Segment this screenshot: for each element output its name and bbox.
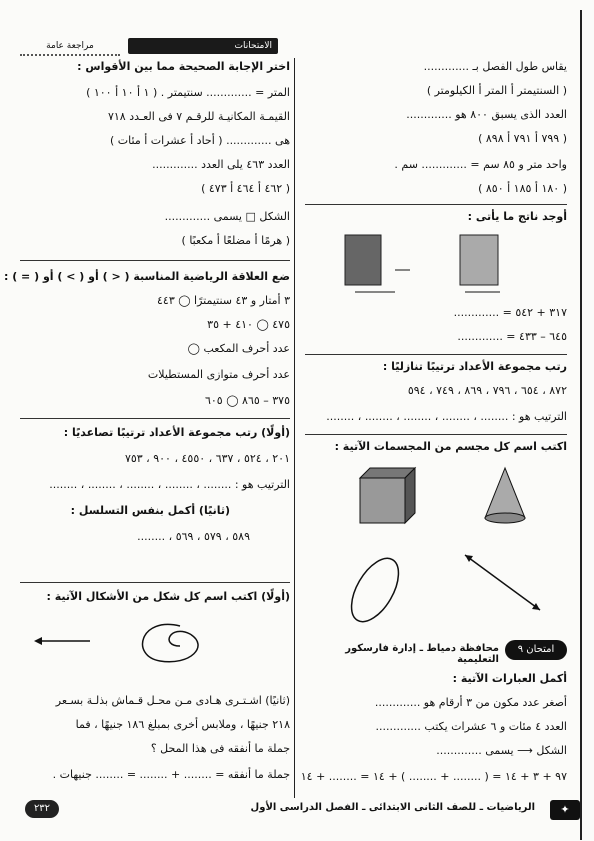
oval-shape <box>342 551 408 630</box>
q1-b1: القيمـة المكانيـة للرقـم ٧ فى العـدد ٧١٨ <box>107 110 290 123</box>
separator <box>20 582 290 583</box>
c-title: رتب مجموعة الأعداد ترتيبًا تنازليًا : <box>382 360 567 373</box>
cone-shape <box>485 468 525 523</box>
q2-a: ٣ أمتار و ٤٣ سنتيمترًا ◯ ٤٤٣ <box>157 294 290 307</box>
q1-b2: هى ............. ( أحاد أ عشرات أ مئات ) <box>110 134 290 147</box>
b-title: أوجد ناتج ما يأتى : <box>467 210 567 223</box>
q4-title: (أولًا) اكتب اسم كل شكل من الأشكال الآتية : <box>46 590 290 603</box>
header <box>20 38 278 54</box>
q3b-title: (ثانيًا) أكمل بنفس التسلسل : <box>70 504 230 517</box>
q2-title: ضع العلاقة الرياضية المناسبة ( < ) أو ( > ) أو ( = ) : <box>3 270 290 283</box>
cube-shape <box>360 468 415 523</box>
exam-number: امتحان ٩ <box>505 640 567 660</box>
footer-text: الرياضيات ـ للصف الثانى الابتدائى ـ الفصل الدراسى الأول <box>250 802 535 813</box>
e-title: أكمل العبارات الآتية : <box>452 672 567 685</box>
shapes-row <box>30 616 280 676</box>
solids-figures <box>315 460 555 630</box>
column-divider <box>294 58 295 798</box>
a6: ( ١٨٠ أ ١٨٥ أ ٨٥٠ ) <box>478 182 567 195</box>
q1-d2: ( هرمًا أ مضلعًا أ مكعبًا ) <box>181 234 290 247</box>
q3-order: الترتيب هو : ........ ، ........ ، ........ ، ........ ، ........ <box>49 478 290 491</box>
a1: يقاس طول الفصل بـ ............. <box>423 60 567 73</box>
q1-a: المتر = ............. سنتيمتر . ( ١ أ ١٠ أ ١٠٠ ) <box>86 86 290 99</box>
page-edge <box>580 10 582 840</box>
q3b-seq: ٥٨٩ ، ٥٧٩ ، ٥٦٩ ، ........ <box>137 530 250 543</box>
a4: ( ٧٩٩ أ ٧٩١ أ ٨٩٨ ) <box>478 132 567 145</box>
separator <box>305 434 567 435</box>
a3: العدد الذى يسبق ٨٠٠ هو ............. <box>406 108 567 121</box>
closed-curve-shape <box>143 624 198 661</box>
arrow-head <box>34 637 42 645</box>
a5: واحد متر و ٨٥ سم = ............. سم . <box>394 158 567 171</box>
base-ten-blocks <box>335 230 535 300</box>
q2-c: عدد أحرف المكعب ◯ <box>187 342 290 355</box>
b-1: ٣١٧ + ٥٤٢ = ............. <box>453 306 567 319</box>
e-3: الشكل ⟶ يسمى ............. <box>436 744 567 757</box>
q2-c2: عدد أحرف متوازى المستطيلات <box>147 368 290 381</box>
q4b-2: ٢١٨ جنيهًا ، وملابس أخرى بمبلغ ١٨٦ جنيهًا ، فما <box>75 718 290 731</box>
hundreds-block <box>345 235 381 285</box>
a2: ( السنتيمتر أ المتر أ الكيلومتر ) <box>426 84 567 97</box>
exam-title: محافظة دمياط ـ إدارة فارسكور التعليمية <box>345 643 499 665</box>
section-subtitle: مراجعة عامة <box>20 38 120 56</box>
q4b-1: (ثانيًا) اشـتـرى هـادى مـن محـل قـماش بذلـة بسـعر <box>55 694 290 707</box>
separator <box>305 204 567 205</box>
q2-d: ٣٧٥ – ٨٦٥ ◯ ٦٠٥ <box>204 394 290 407</box>
e-1: أصغر عدد مكون من ٣ أرقام هو ............. <box>374 696 567 709</box>
footer <box>20 800 580 822</box>
e-4: ٩٧ + ٣ + ١٤ = ( ........ + ........ ) + ١٤ = ........ + ١٤ <box>300 770 567 783</box>
q4b-4: جملة ما أنفقه = ........ + ........ = ........ جنيهات . <box>52 768 290 781</box>
c-nums: ٨٧٢ ، ٦٥٤ ، ٧٩٦ ، ٨٦٩ ، ٧٤٩ ، ٥٩٤ <box>407 384 567 397</box>
q3-title: (أولًا) رتب مجموعة الأعداد ترتيبًا تصاعديًا : <box>63 426 290 439</box>
page-number: ٢٣٢ <box>25 800 59 818</box>
b-2: ٦٤٥ – ٤٣٣ = ............. <box>457 330 567 343</box>
line-shape <box>465 555 540 610</box>
q4b-3: جملة ما أنفقه فى هذا المحل ؟ <box>150 742 290 755</box>
q3-nums: ٢٠١ ، ٥٢٤ ، ٦٣٧ ، ٤٥٥٠ ، ٩٠٠ ، ٧٥٣ <box>124 452 290 465</box>
c-order: الترتيب هو : ........ ، ........ ، ........ ، ........ ، ........ <box>326 410 567 423</box>
exam-banner <box>305 640 567 665</box>
separator <box>20 260 290 261</box>
tens-block <box>460 235 498 285</box>
separator <box>305 354 567 355</box>
q1-c2: ( ٤٦٢ أ ٤٦٤ أ ٤٧٣ ) <box>201 182 290 195</box>
q2-b: ٤٧٥ ◯ ٤١٠ + ٣٥ <box>207 318 290 331</box>
q1-c1: العدد ٤٦٣ يلى العدد ............. <box>152 158 290 171</box>
q1-title: اختر الإجابة الصحيحة مما بين الأقواس : <box>77 60 290 73</box>
q1-d1: الشكل □ يسمى ............. <box>164 210 290 223</box>
d-title: اكتب اسم كل مجسم من المجسمات الآتية : <box>334 440 567 453</box>
section-label: الامتحانات <box>128 38 278 54</box>
logo-icon: ✦ <box>550 800 580 820</box>
e-2: العدد ٤ مئات و ٦ عشرات يكتب ............. <box>375 720 567 733</box>
separator <box>20 418 290 419</box>
